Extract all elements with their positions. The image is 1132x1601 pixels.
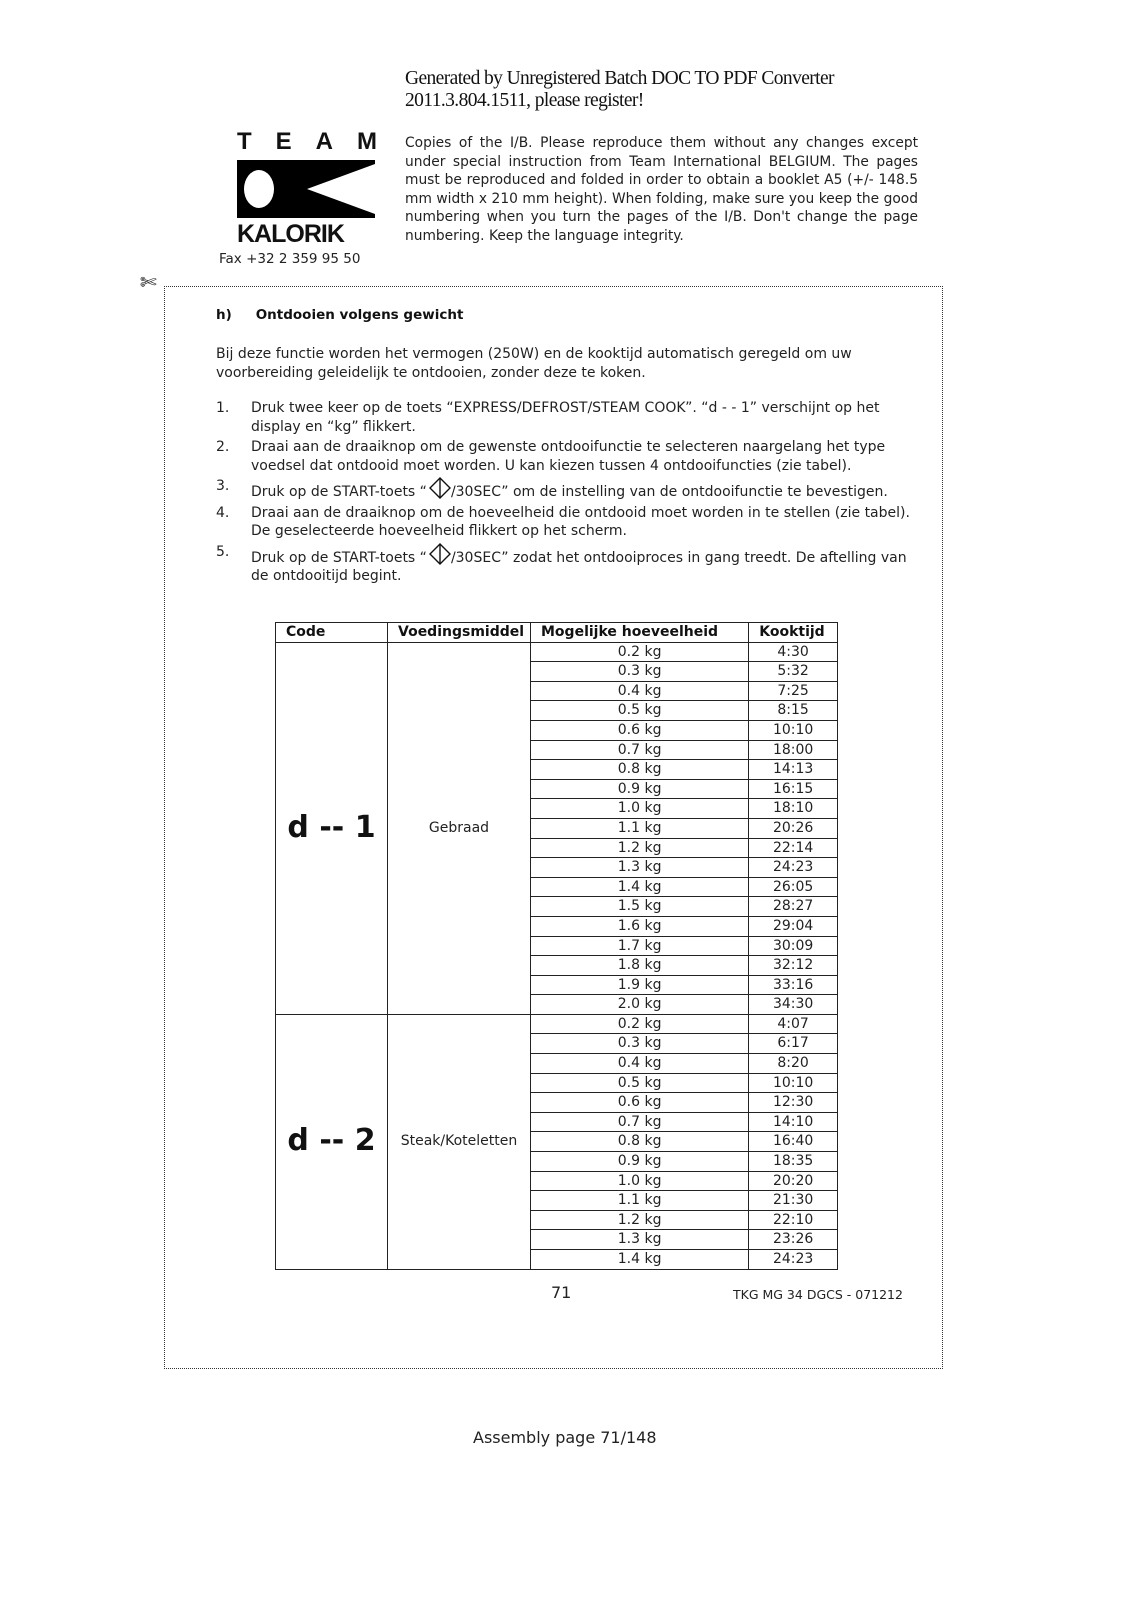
header-time: Kooktijd	[749, 623, 838, 643]
logo-letter: A	[315, 128, 333, 155]
quantity-cell: 0.6 kg	[531, 1093, 749, 1113]
scissors-icon: ✄	[140, 270, 157, 294]
team-kalorik-logo	[237, 130, 377, 248]
quantity-cell: 1.9 kg	[531, 975, 749, 995]
quantity-cell: 1.4 kg	[531, 877, 749, 897]
logo-team-text	[237, 130, 377, 154]
logo-letter: M	[356, 128, 377, 155]
header-code: Code	[276, 623, 388, 643]
watermark-line-1: Generated by Unregistered Batch DOC TO PDF Converter	[405, 68, 834, 89]
section-label: h)	[216, 307, 232, 323]
kalorik-k-mark-icon	[237, 160, 375, 218]
cook-time-cell: 10:10	[749, 720, 838, 740]
cook-time-cell: 22:14	[749, 838, 838, 858]
cook-time-cell: 24:23	[749, 1250, 838, 1270]
step-text: Draai aan de draaiknop om de gewenste ontdooifunctie te selecteren naargelang het type voedsel dat ontdooid moet worden. U kan kiezen tussen 4 ontdooifuncties (zie tabel).	[251, 439, 886, 474]
step-item	[216, 438, 916, 475]
cook-time-cell: 16:15	[749, 779, 838, 799]
cook-time-cell: 21:30	[749, 1191, 838, 1211]
cook-time-cell: 22:10	[749, 1210, 838, 1230]
quantity-cell: 1.1 kg	[531, 818, 749, 838]
cook-time-cell: 26:05	[749, 877, 838, 897]
cook-time-cell: 20:26	[749, 818, 838, 838]
section-intro: Bij deze functie worden het vermogen (250W) en de kooktijd automatisch geregeld om uw voorbereiding geleidelijk te ontdooien, zonder deze te koken.	[216, 346, 852, 381]
step-number: 1.	[216, 400, 230, 416]
watermark-line-2: 2011.3.804.1511, please register!	[405, 90, 644, 111]
cook-time-cell: 6:17	[749, 1034, 838, 1054]
step-number: 3.	[216, 478, 230, 494]
step-item	[216, 477, 916, 502]
step-text-post: /30SEC” om de instelling van de ontdooifunctie te bevestigen.	[450, 484, 888, 500]
step-text	[251, 543, 916, 586]
quantity-cell: 1.7 kg	[531, 936, 749, 956]
header-food: Voedingsmiddel	[388, 623, 531, 643]
cook-time-cell: 32:12	[749, 956, 838, 976]
cook-time-cell: 4:30	[749, 642, 838, 662]
cook-time-cell: 12:30	[749, 1093, 838, 1113]
cook-time-cell: 10:10	[749, 1073, 838, 1093]
step-text: Druk twee keer op de toets “EXPRESS/DEFROST/STEAM COOK”. “d - - 1” verschijnt op het display en “kg” flikkert.	[251, 400, 880, 435]
cook-time-cell: 8:15	[749, 701, 838, 721]
cook-time-cell: 16:40	[749, 1132, 838, 1152]
header-quantity: Mogelijke hoeveelheid	[531, 623, 749, 643]
quantity-cell: 1.4 kg	[531, 1250, 749, 1270]
table-row	[276, 1014, 838, 1034]
table-body	[276, 642, 838, 1269]
cook-time-cell: 28:27	[749, 897, 838, 917]
cook-time-cell: 20:20	[749, 1171, 838, 1191]
defrost-table	[275, 622, 838, 1270]
table-header-row	[276, 623, 838, 643]
cook-time-cell: 24:23	[749, 858, 838, 878]
quantity-cell: 0.6 kg	[531, 720, 749, 740]
quantity-cell: 1.6 kg	[531, 916, 749, 936]
cook-time-cell: 30:09	[749, 936, 838, 956]
fax-number: Fax +32 2 359 95 50	[219, 251, 361, 267]
quantity-cell: 1.2 kg	[531, 1210, 749, 1230]
section-title: Ontdooien volgens gewicht	[255, 307, 464, 323]
logo-brand-text: KALORIK	[237, 220, 344, 248]
cook-time-cell: 29:04	[749, 916, 838, 936]
cook-time-cell: 18:00	[749, 740, 838, 760]
logo-letter: E	[275, 128, 292, 155]
cook-time-cell: 4:07	[749, 1014, 838, 1034]
quantity-cell: 0.8 kg	[531, 760, 749, 780]
cook-time-cell: 33:16	[749, 975, 838, 995]
document-reference: TKG MG 34 DGCS - 071212	[733, 1287, 903, 1302]
quantity-cell: 1.1 kg	[531, 1191, 749, 1211]
quantity-cell: 0.3 kg	[531, 1034, 749, 1054]
quantity-cell: 0.7 kg	[531, 740, 749, 760]
start-diamond-icon	[429, 543, 451, 565]
defrost-code: d -- 2	[276, 1014, 388, 1269]
quantity-cell: 0.4 kg	[531, 681, 749, 701]
quantity-cell: 0.8 kg	[531, 1132, 749, 1152]
cook-time-cell: 18:35	[749, 1152, 838, 1172]
quantity-cell: 0.2 kg	[531, 642, 749, 662]
food-type: Gebraad	[388, 642, 531, 1014]
step-text-pre: Druk op de START-toets “	[251, 549, 427, 566]
table-row	[276, 642, 838, 662]
cook-time-cell: 7:25	[749, 681, 838, 701]
quantity-cell: 1.3 kg	[531, 1230, 749, 1250]
cook-time-cell: 18:10	[749, 799, 838, 819]
cook-time-cell: 14:13	[749, 760, 838, 780]
start-diamond-icon	[429, 477, 451, 499]
converter-watermark	[405, 68, 834, 112]
quantity-cell: 2.0 kg	[531, 995, 749, 1015]
quantity-cell: 1.5 kg	[531, 897, 749, 917]
logo-letter: T	[237, 128, 252, 155]
quantity-cell: 0.3 kg	[531, 662, 749, 682]
quantity-cell: 0.5 kg	[531, 701, 749, 721]
quantity-cell: 0.2 kg	[531, 1014, 749, 1034]
cook-time-cell: 14:10	[749, 1112, 838, 1132]
defrost-code: d -- 1	[276, 642, 388, 1014]
food-type: Steak/Koteletten	[388, 1014, 531, 1269]
page-number: 71	[551, 1283, 572, 1302]
cook-time-cell: 34:30	[749, 995, 838, 1015]
step-text-pre: Druk op de START-toets “	[251, 484, 427, 500]
step-text	[251, 477, 916, 502]
instruction-steps	[216, 399, 916, 588]
step-item	[216, 504, 916, 541]
quantity-cell: 1.3 kg	[531, 858, 749, 878]
step-text-post: /30SEC” zodat het ontdooiproces in gang treedt. De aftelling van de ontdooitijd begint.	[251, 549, 907, 584]
step-item	[216, 543, 916, 586]
quantity-cell: 1.2 kg	[531, 838, 749, 858]
quantity-cell: 0.9 kg	[531, 1152, 749, 1172]
copy-instructions: Copies of the I/B. Please reproduce them without any changes except under special instruction from Team International BELGIUM. The pages must be reproduced and folded in order to obtain a booklet A5 (+/- 148.5 mm width x 210 mm height). When folding, make sure you keep the good numbering when you turn the pages of the I/B. Don't change the page numbering. Keep the language integrity.	[405, 135, 918, 244]
cook-time-cell: 5:32	[749, 662, 838, 682]
quantity-cell: 1.0 kg	[531, 799, 749, 819]
quantity-cell: 0.5 kg	[531, 1073, 749, 1093]
quantity-cell: 1.8 kg	[531, 956, 749, 976]
step-number: 4.	[216, 504, 230, 521]
quantity-cell: 0.7 kg	[531, 1112, 749, 1132]
cook-time-cell: 23:26	[749, 1230, 838, 1250]
section-heading	[216, 307, 463, 323]
quantity-cell: 1.0 kg	[531, 1171, 749, 1191]
quantity-cell: 0.9 kg	[531, 779, 749, 799]
step-item	[216, 399, 916, 436]
step-number: 2.	[216, 439, 230, 455]
step-text: Draai aan de draaiknop om de hoeveelheid die ontdooid moet worden in te stellen (zie tabel). De geselecteerde hoeveelheid flikkert op het scherm.	[251, 504, 910, 539]
step-number: 5.	[216, 543, 230, 560]
assembly-page: Assembly page 71/148	[473, 1428, 657, 1447]
cook-time-cell: 8:20	[749, 1054, 838, 1074]
quantity-cell: 0.4 kg	[531, 1054, 749, 1074]
